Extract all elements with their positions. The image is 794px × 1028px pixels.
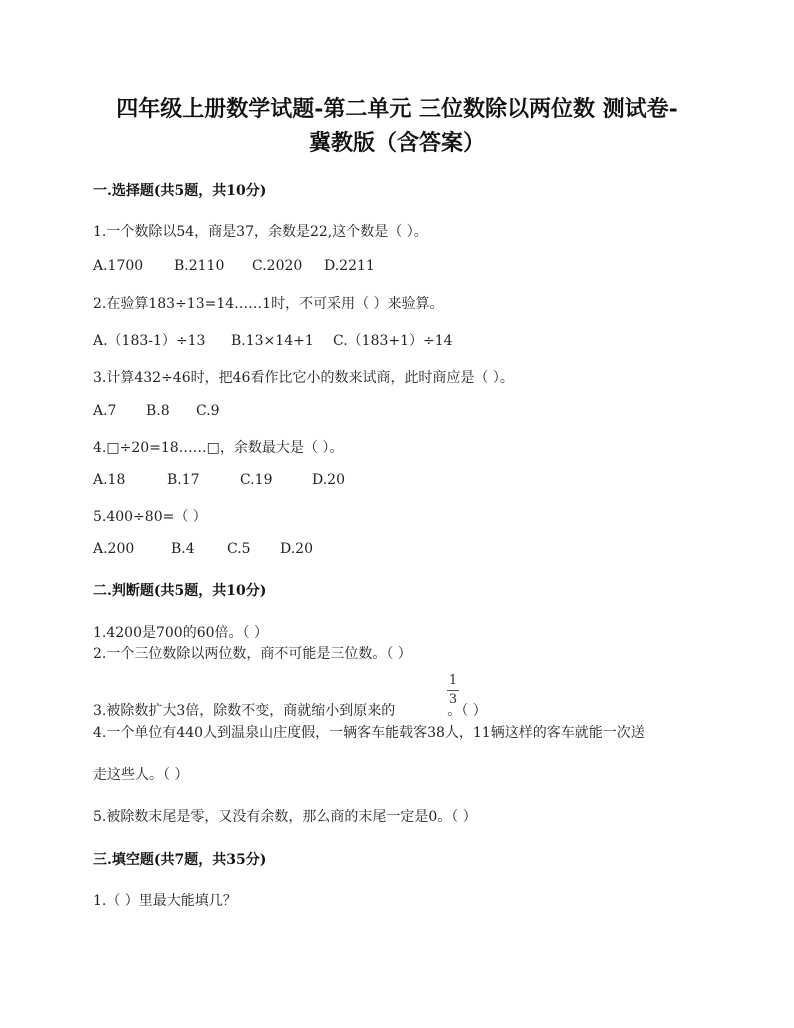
s2-question1: 1.4200是700的60倍。（ ） bbox=[93, 625, 268, 641]
s1-q5-option-d: D.20 bbox=[280, 541, 313, 557]
s1-q5-option-b: B.4 bbox=[171, 541, 195, 557]
section2-heading: 二.判断题(共5题，共10分) bbox=[93, 583, 267, 599]
fraction-numerator: 1 bbox=[448, 673, 458, 688]
s1-q4-option-d: D.20 bbox=[312, 472, 345, 488]
s2-question4-line2: 走这些人。（ ） bbox=[93, 767, 189, 783]
document-title-line2: 冀教版（含答案） bbox=[308, 130, 485, 156]
s2-question5: 5.被除数末尾是零，又没有余数，那么商的末尾一定是0。（ ） bbox=[93, 809, 477, 825]
s1-q5-options bbox=[93, 541, 313, 557]
fraction-denominator: 3 bbox=[448, 692, 458, 707]
s1-q2-options bbox=[93, 330, 453, 350]
s1-question4: 4.□÷20=18……□，余数最大是（ ）。 bbox=[93, 440, 344, 456]
s1-q3-option-a: A.7 bbox=[93, 403, 117, 419]
s1-q1-option-d: D.2211 bbox=[324, 258, 375, 274]
section1-heading: 一.选择题(共5题，共10分) bbox=[93, 183, 267, 199]
s1-question5: 5.400÷80=（ ） bbox=[93, 509, 207, 525]
s1-q4-options bbox=[93, 472, 345, 488]
s2-q3-text: 3.被除数扩大3倍，除数不变，商就缩小到原来的 bbox=[93, 703, 396, 719]
s1-q2-option-c: C.（183+1）÷14 bbox=[333, 333, 453, 349]
s1-question3: 3.计算432÷46时，把46看作比它小的数来试商，此时商应是（ ）。 bbox=[93, 370, 514, 386]
section3-heading: 三.填空题(共7题，共35分) bbox=[93, 852, 267, 868]
s1-q3-option-c: C.9 bbox=[196, 403, 220, 419]
s1-q4-option-c: C.19 bbox=[240, 472, 273, 488]
s1-q1-option-a: A.1700 bbox=[93, 258, 144, 274]
s1-q3-options bbox=[93, 403, 220, 419]
s1-q2-option-b: B.13×14+1 bbox=[231, 333, 314, 349]
s1-question2: 2.在验算183÷13=14……1时，不可采用（ ）来验算。 bbox=[93, 296, 444, 312]
s1-q1-options bbox=[93, 258, 375, 274]
s1-q3-option-b: B.8 bbox=[146, 403, 170, 419]
s2-question3 bbox=[93, 700, 487, 720]
s1-question1: 1.一个数除以54，商是37，余数是22,这个数是（ ）。 bbox=[93, 224, 428, 240]
s2-q3-fraction bbox=[444, 674, 462, 707]
document-title-line1: 四年级上册数学试题-第二单元 三位数除以两位数 测试卷- bbox=[116, 96, 678, 122]
s3-question1: 1.（ ）里最大能填几？ bbox=[93, 893, 237, 909]
s2-question4-line1: 4.一个单位有440人到温泉山庄度假，一辆客车能载客38人，11辆这样的客车就能一次送 bbox=[93, 725, 645, 741]
fraction-bar bbox=[447, 690, 459, 691]
s1-q5-option-c: C.5 bbox=[227, 541, 251, 557]
s1-q4-option-b: B.17 bbox=[167, 472, 200, 488]
s1-q1-option-b: B.2110 bbox=[174, 258, 225, 274]
s1-q5-option-a: A.200 bbox=[93, 541, 135, 557]
s1-q4-option-a: A.18 bbox=[93, 472, 126, 488]
s2-question2: 2.一个三位数除以两位数，商不可能是三位数。（ ） bbox=[93, 646, 412, 662]
s1-q1-option-c: C.2020 bbox=[252, 258, 303, 274]
s2-q3-blank: 。（ ） bbox=[447, 703, 487, 719]
s1-q2-option-a: A.（183-1）÷13 bbox=[93, 333, 206, 349]
